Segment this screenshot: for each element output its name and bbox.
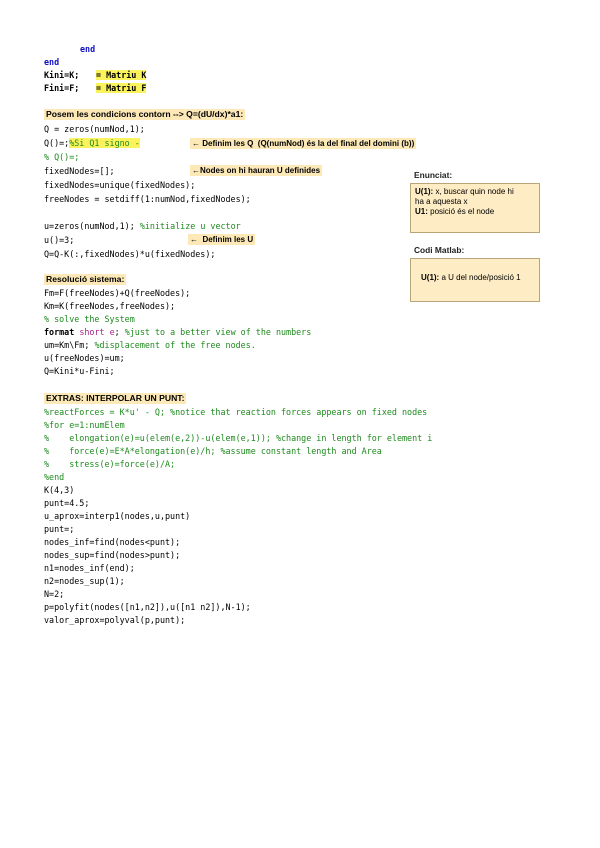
section-header-resolucio: Resolució sistema: [46, 274, 125, 284]
enunciat-line: U1: posició és el node [415, 207, 495, 216]
enunciat-line: ha a aquesta x [415, 197, 468, 206]
code-line-end: end [80, 44, 96, 54]
code-line-comment: % stress(e)=force(e)/A; [44, 459, 176, 469]
code-line-comment: %reactForces = K*u' - Q; %notice that reaction forces appears on fixed nodes [44, 407, 428, 417]
code-line: Q = zeros(numNod,1); [44, 124, 145, 134]
code-line: fixedNodes=[]; [44, 166, 115, 176]
code-line-comment: % elongation(e)=u(elem(e,2))-u(elem(e,1)); %change in length for element i [44, 433, 433, 443]
code-note-kini: = Matriu K [96, 70, 147, 80]
matlab-line: U(1): a U del node/posició 1 [421, 273, 521, 282]
code-line: Q=Kini*u-Fini; [44, 366, 115, 376]
code-line: format short e; %just to a better view of the numbers [44, 327, 312, 337]
section-header-extras: EXTRAS: INTERPOLAR UN PUNT: [46, 393, 185, 403]
code-line-comment: % force(e)=E*A*elongation(e)/h; %assume constant length and Area [44, 446, 382, 456]
code-line: punt=4.5; [44, 498, 90, 508]
enunciat-title: Enunciat: [414, 170, 453, 180]
code-line: u(freeNodes)=um; [44, 353, 125, 363]
code-line: um=Km\Fm; %displacement of the free nodes. [44, 340, 256, 350]
annotation-nodes-u: ←Nodes on hi hauran U definides [192, 166, 321, 175]
code-line: K(4,3) [44, 485, 75, 495]
code-line: nodes_sup=find(nodes>punt); [44, 550, 181, 560]
annotation-define-u: ← Definim les U [190, 235, 254, 244]
code-line: freeNodes = setdiff(1:numNod,fixedNodes); [44, 194, 251, 204]
code-line-comment: %end [44, 472, 65, 482]
code-line: Km=K(freeNodes,freeNodes); [44, 301, 176, 311]
annotation-define-q: ← Definim les Q (Q(numNod) és la del final del domini (b)) [192, 139, 415, 148]
code-line: Q=Q-K(:,fixedNodes)*u(fixedNodes); [44, 249, 216, 259]
matlab-box [410, 258, 540, 302]
code-line-end: end [44, 57, 60, 67]
code-line: u=zeros(numNod,1); %initialize u vector [44, 221, 241, 231]
code-line-comment: %for e=1:numElem [44, 420, 125, 430]
enunciat-box [410, 183, 540, 233]
code-line: punt=; [44, 524, 75, 534]
code-line: u_aprox=interp1(nodes,u,punt) [44, 511, 191, 521]
code-line: Fm=F(freeNodes)+Q(freeNodes); [44, 288, 191, 298]
section-header-contorn: Posem les condicions contorn --> Q=(dU/dx)*a1: [46, 109, 244, 119]
code-line: fixedNodes=unique(fixedNodes); [44, 180, 196, 190]
code-note-fini: = Matriu F [96, 83, 147, 93]
code-line: n2=nodes_sup(1); [44, 576, 125, 586]
matlab-title: Codi Matlab: [414, 245, 465, 255]
code-line: Q()=;%Si Q1 signo - [44, 138, 140, 148]
enunciat-line: U(1): x, buscar quin node hi [415, 187, 514, 196]
code-line: nodes_inf=find(nodes<punt); [44, 537, 181, 547]
code-line: N=2; [44, 589, 65, 599]
code-line-fini: Fini=F; [44, 83, 80, 93]
code-line: n1=nodes_inf(end); [44, 563, 135, 573]
code-line-kini: Kini=K; [44, 70, 80, 80]
code-line-comment: % Q()=; [44, 152, 80, 162]
code-line: valor_aprox=polyval(p,punt); [44, 615, 186, 625]
code-line-comment: % solve the System [44, 314, 135, 324]
code-line: u()=3; [44, 235, 75, 245]
code-line: p=polyfit(nodes([n1,n2]),u([n1 n2]),N-1); [44, 602, 251, 612]
